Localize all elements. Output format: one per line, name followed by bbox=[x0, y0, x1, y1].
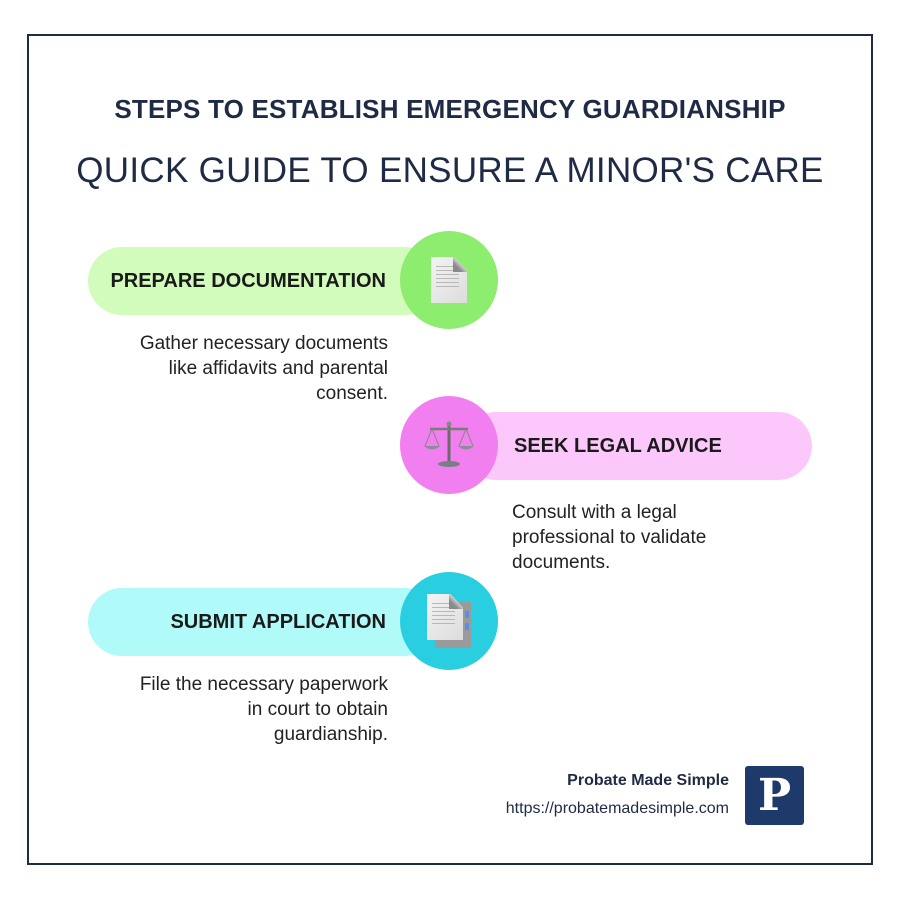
step-3-description: File the necessary paperwork in court to obtain guardianship. bbox=[139, 674, 388, 745]
document-icon bbox=[431, 257, 467, 303]
step-prepare-documentation bbox=[88, 247, 438, 315]
logo-letter: P bbox=[757, 770, 792, 821]
step-label: SEEK LEGAL ADVICE bbox=[514, 434, 722, 457]
brand-url[interactable]: https://probatemadesimple.com bbox=[505, 800, 729, 817]
brand-name: Probate Made Simple bbox=[567, 772, 729, 789]
scales-of-justice-icon bbox=[422, 418, 476, 472]
page-title: STEPS TO ESTABLISH EMERGENCY GUARDIANSHIP bbox=[114, 94, 786, 124]
brand-logo bbox=[745, 766, 804, 825]
document-stack-icon bbox=[427, 594, 471, 648]
step-submit-application bbox=[88, 588, 438, 656]
step-1-description: Gather necessary documents like affidavits and parental consent. bbox=[139, 333, 388, 404]
step-label: PREPARE DOCUMENTATION bbox=[110, 269, 386, 292]
step-seek-legal-advice bbox=[462, 412, 812, 480]
step-3-icon-circle bbox=[400, 572, 498, 670]
step-1-icon-circle bbox=[400, 231, 498, 329]
step-label: SUBMIT APPLICATION bbox=[170, 610, 386, 633]
page-subtitle: QUICK GUIDE TO ENSURE A MINOR'S CARE bbox=[76, 151, 824, 190]
step-2-icon-circle bbox=[400, 396, 498, 494]
step-2-description: Consult with a legal professional to validate documents. bbox=[512, 502, 707, 573]
